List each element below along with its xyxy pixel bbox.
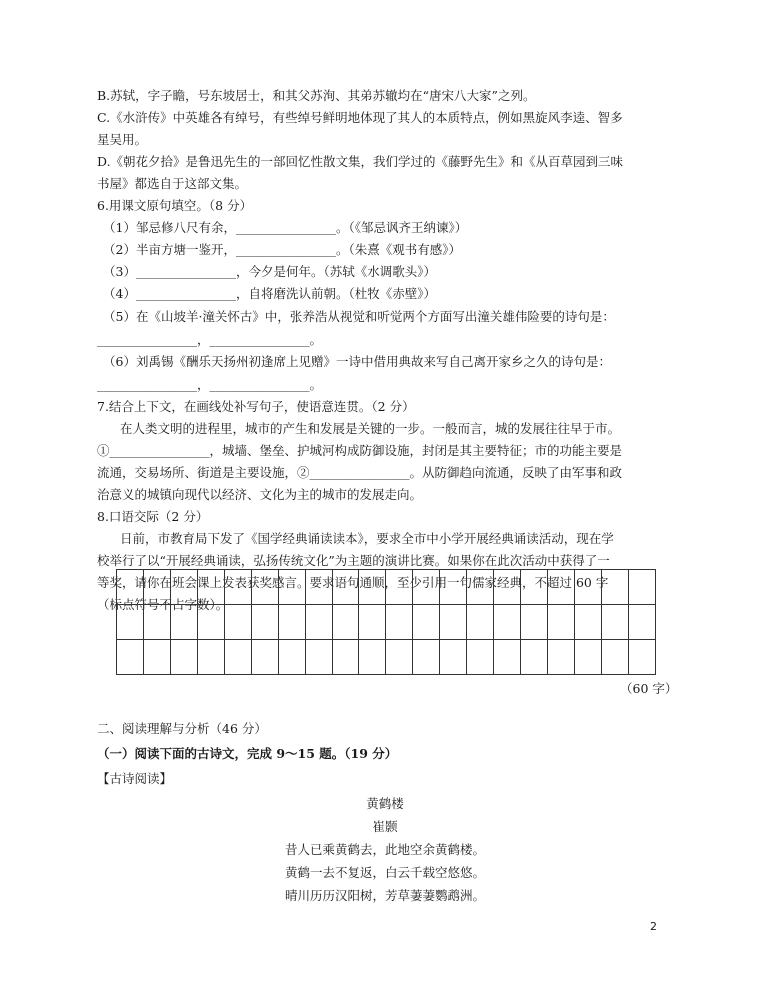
answer-grid-cell[interactable]	[224, 640, 251, 675]
poem-title: 黄鹤楼	[366, 796, 404, 811]
answer-grid-cell[interactable]	[574, 640, 601, 675]
answer-grid-cell[interactable]	[494, 605, 521, 640]
answer-grid-cell[interactable]	[413, 605, 440, 640]
answer-grid-cell[interactable]	[601, 605, 628, 640]
question-7-para-4: 治意义的城镇向现代以经济、文化为主的城市的发展走向。	[97, 487, 423, 502]
answer-grid-cell[interactable]	[305, 570, 332, 605]
question-6-item-6-blanks: ________________，________________。	[97, 377, 323, 392]
answer-grid[interactable]	[116, 569, 656, 675]
question-6-item-2: （2）半亩方塘一鉴开，________________。（朱熹《观书有感》）	[103, 242, 461, 257]
section-2-part-1-heading: （一）阅读下面的古诗文，完成 9～15 题。（19 分）	[97, 746, 398, 761]
answer-grid-cell[interactable]	[117, 570, 144, 605]
page-number: 2	[650, 920, 657, 933]
answer-grid-cell[interactable]	[440, 640, 467, 675]
answer-grid-cell[interactable]	[574, 605, 601, 640]
answer-grid-cell[interactable]	[305, 640, 332, 675]
answer-grid-cell[interactable]	[521, 570, 548, 605]
question-8-para-1: 日前，市教育局下发了《国学经典诵读读本》，要求全市中小学开展经典诵读活动，现在学	[120, 531, 614, 546]
answer-grid-cell[interactable]	[170, 640, 197, 675]
answer-grid-cell[interactable]	[143, 605, 170, 640]
answer-grid-cell[interactable]	[197, 605, 224, 640]
question-8-para-3: 等奖，请你在班会课上发表获奖感言。要求语句通顺，至少引用一句儒家经典，不超过 60 字	[97, 575, 609, 590]
answer-grid-cell[interactable]	[521, 605, 548, 640]
answer-grid-cell[interactable]	[494, 570, 521, 605]
question-6-item-1: （1）邹忌修八尺有余，________________。（《邹忌讽齐王纳谏》）	[103, 220, 468, 235]
answer-grid-cell[interactable]	[574, 570, 601, 605]
option-c: C.《水浒传》中英雄各有绰号，有些绰号鲜明地体现了其人的本质特点，例如黑旋风李逵、智多	[97, 110, 623, 125]
question-8-para-4: （标点符号不占字数）。	[97, 597, 229, 612]
answer-grid-row	[117, 605, 656, 640]
answer-grid-cell[interactable]	[278, 640, 305, 675]
question-8: 8.口语交际（2 分）	[97, 509, 209, 524]
question-8-para-2: 校举行了以“开展经典诵读，弘扬传统文化”为主题的演讲比赛。如果你在此次活动中获得了一	[97, 553, 610, 568]
question-7-para-2: ①________________，城墙、堡垒、护城河构成防御设施，封闭是其主要特征；市的功能主要是	[97, 443, 623, 458]
poem-section-label: 【古诗阅读】	[97, 771, 173, 786]
answer-grid-cell[interactable]	[548, 570, 575, 605]
answer-grid-cell[interactable]	[467, 640, 494, 675]
answer-grid-cell[interactable]	[332, 570, 359, 605]
answer-grid-cell[interactable]	[440, 570, 467, 605]
answer-grid-cell[interactable]	[224, 570, 251, 605]
answer-grid-cell[interactable]	[601, 570, 628, 605]
answer-grid-cell[interactable]	[467, 605, 494, 640]
answer-grid-cell[interactable]	[251, 640, 278, 675]
answer-grid-cell[interactable]	[386, 570, 413, 605]
option-d: D.《朝花夕拾》是鲁迅先生的一部回忆性散文集，我们学过的《藤野先生》和《从百草园到三味	[97, 154, 624, 169]
question-7-para-3: 流通，交易场所、街道是主要设施，②________________。从防御趋向流通，反映了由军事和政	[97, 465, 623, 480]
poem-line: 黄鹤一去不复返，白云千载空悠悠。	[284, 865, 485, 880]
answer-grid-cell[interactable]	[521, 640, 548, 675]
answer-grid-cell[interactable]	[117, 605, 144, 640]
answer-grid-cell[interactable]	[628, 570, 655, 605]
word-count-label: （60 字）	[620, 681, 678, 696]
option-b: B.苏轼，字子瞻，号东坡居士，和其父苏洵、其弟苏辙均在“唐宋八大家”之列。	[97, 88, 536, 103]
answer-grid-cell[interactable]	[278, 570, 305, 605]
section-2-heading: 二、阅读理解与分析（46 分）	[97, 721, 267, 736]
answer-grid-cell[interactable]	[413, 640, 440, 675]
answer-grid-cell[interactable]	[117, 640, 144, 675]
question-6-item-3: （3）________________，今夕是何年。（苏轼《水调歌头》）	[103, 264, 436, 279]
poem-line: 晴川历历汉阳树，芳草萋萋鹦鹉洲。	[284, 888, 485, 903]
answer-grid-cell[interactable]	[413, 570, 440, 605]
answer-grid-cell[interactable]	[278, 605, 305, 640]
answer-grid-cell[interactable]	[251, 605, 278, 640]
question-7: 7.结合上下文，在画线处补写句子，使语意连贯。（2 分）	[97, 399, 415, 414]
answer-grid-cell[interactable]	[170, 570, 197, 605]
answer-grid-cell[interactable]	[143, 570, 170, 605]
question-6-item-4: （4）________________，自将磨洗认前朝。（杜牧《赤壁》）	[103, 286, 436, 301]
answer-grid-cell[interactable]	[548, 605, 575, 640]
answer-grid-cell[interactable]	[197, 570, 224, 605]
question-6: 6.用课文原句填空。（8 分）	[97, 198, 253, 213]
answer-grid-cell[interactable]	[601, 640, 628, 675]
answer-grid-cell[interactable]	[170, 605, 197, 640]
option-d-cont: 书屋》都选自于这部文集。	[97, 176, 248, 191]
answer-grid-cell[interactable]	[494, 640, 521, 675]
answer-grid-cell[interactable]	[143, 640, 170, 675]
question-6-item-5-blanks: ________________，________________。	[97, 332, 323, 347]
answer-grid-cell[interactable]	[386, 605, 413, 640]
answer-grid-cell[interactable]	[359, 605, 386, 640]
question-6-item-6: （6）刘禹锡《酬乐天扬州初逢席上见赠》一诗中借用典故来写自己离开家乡之久的诗句是：	[103, 354, 611, 369]
answer-grid-cell[interactable]	[332, 640, 359, 675]
answer-grid-cell[interactable]	[548, 640, 575, 675]
answer-grid-cell[interactable]	[440, 605, 467, 640]
option-c-cont: 星吴用。	[97, 132, 148, 147]
answer-grid-cell[interactable]	[467, 570, 494, 605]
answer-grid-cell[interactable]	[224, 605, 251, 640]
answer-grid-cell[interactable]	[251, 570, 278, 605]
answer-grid-cell[interactable]	[197, 640, 224, 675]
question-7-para-1: 在人类文明的进程里，城市的产生和发展是关键的一步。一般而言，城的发展往往早于市。	[120, 421, 621, 436]
answer-grid-cell[interactable]	[628, 605, 655, 640]
answer-grid-cell[interactable]	[628, 640, 655, 675]
answer-grid-cell[interactable]	[359, 640, 386, 675]
question-6-item-5: （5）在《山坡羊·潼关怀古》中，张养浩从视觉和听觉两个方面写出潼关雄伟险要的诗句是：	[103, 309, 615, 324]
poem-line: 昔人已乘黄鹤去，此地空余黄鹤楼。	[284, 842, 485, 857]
answer-grid-cell[interactable]	[305, 605, 332, 640]
answer-grid-cell[interactable]	[359, 570, 386, 605]
answer-grid-cell[interactable]	[386, 640, 413, 675]
answer-grid-row	[117, 570, 656, 605]
answer-grid-row	[117, 640, 656, 675]
poem-author: 崔颢	[372, 819, 398, 834]
answer-grid-cell[interactable]	[332, 605, 359, 640]
